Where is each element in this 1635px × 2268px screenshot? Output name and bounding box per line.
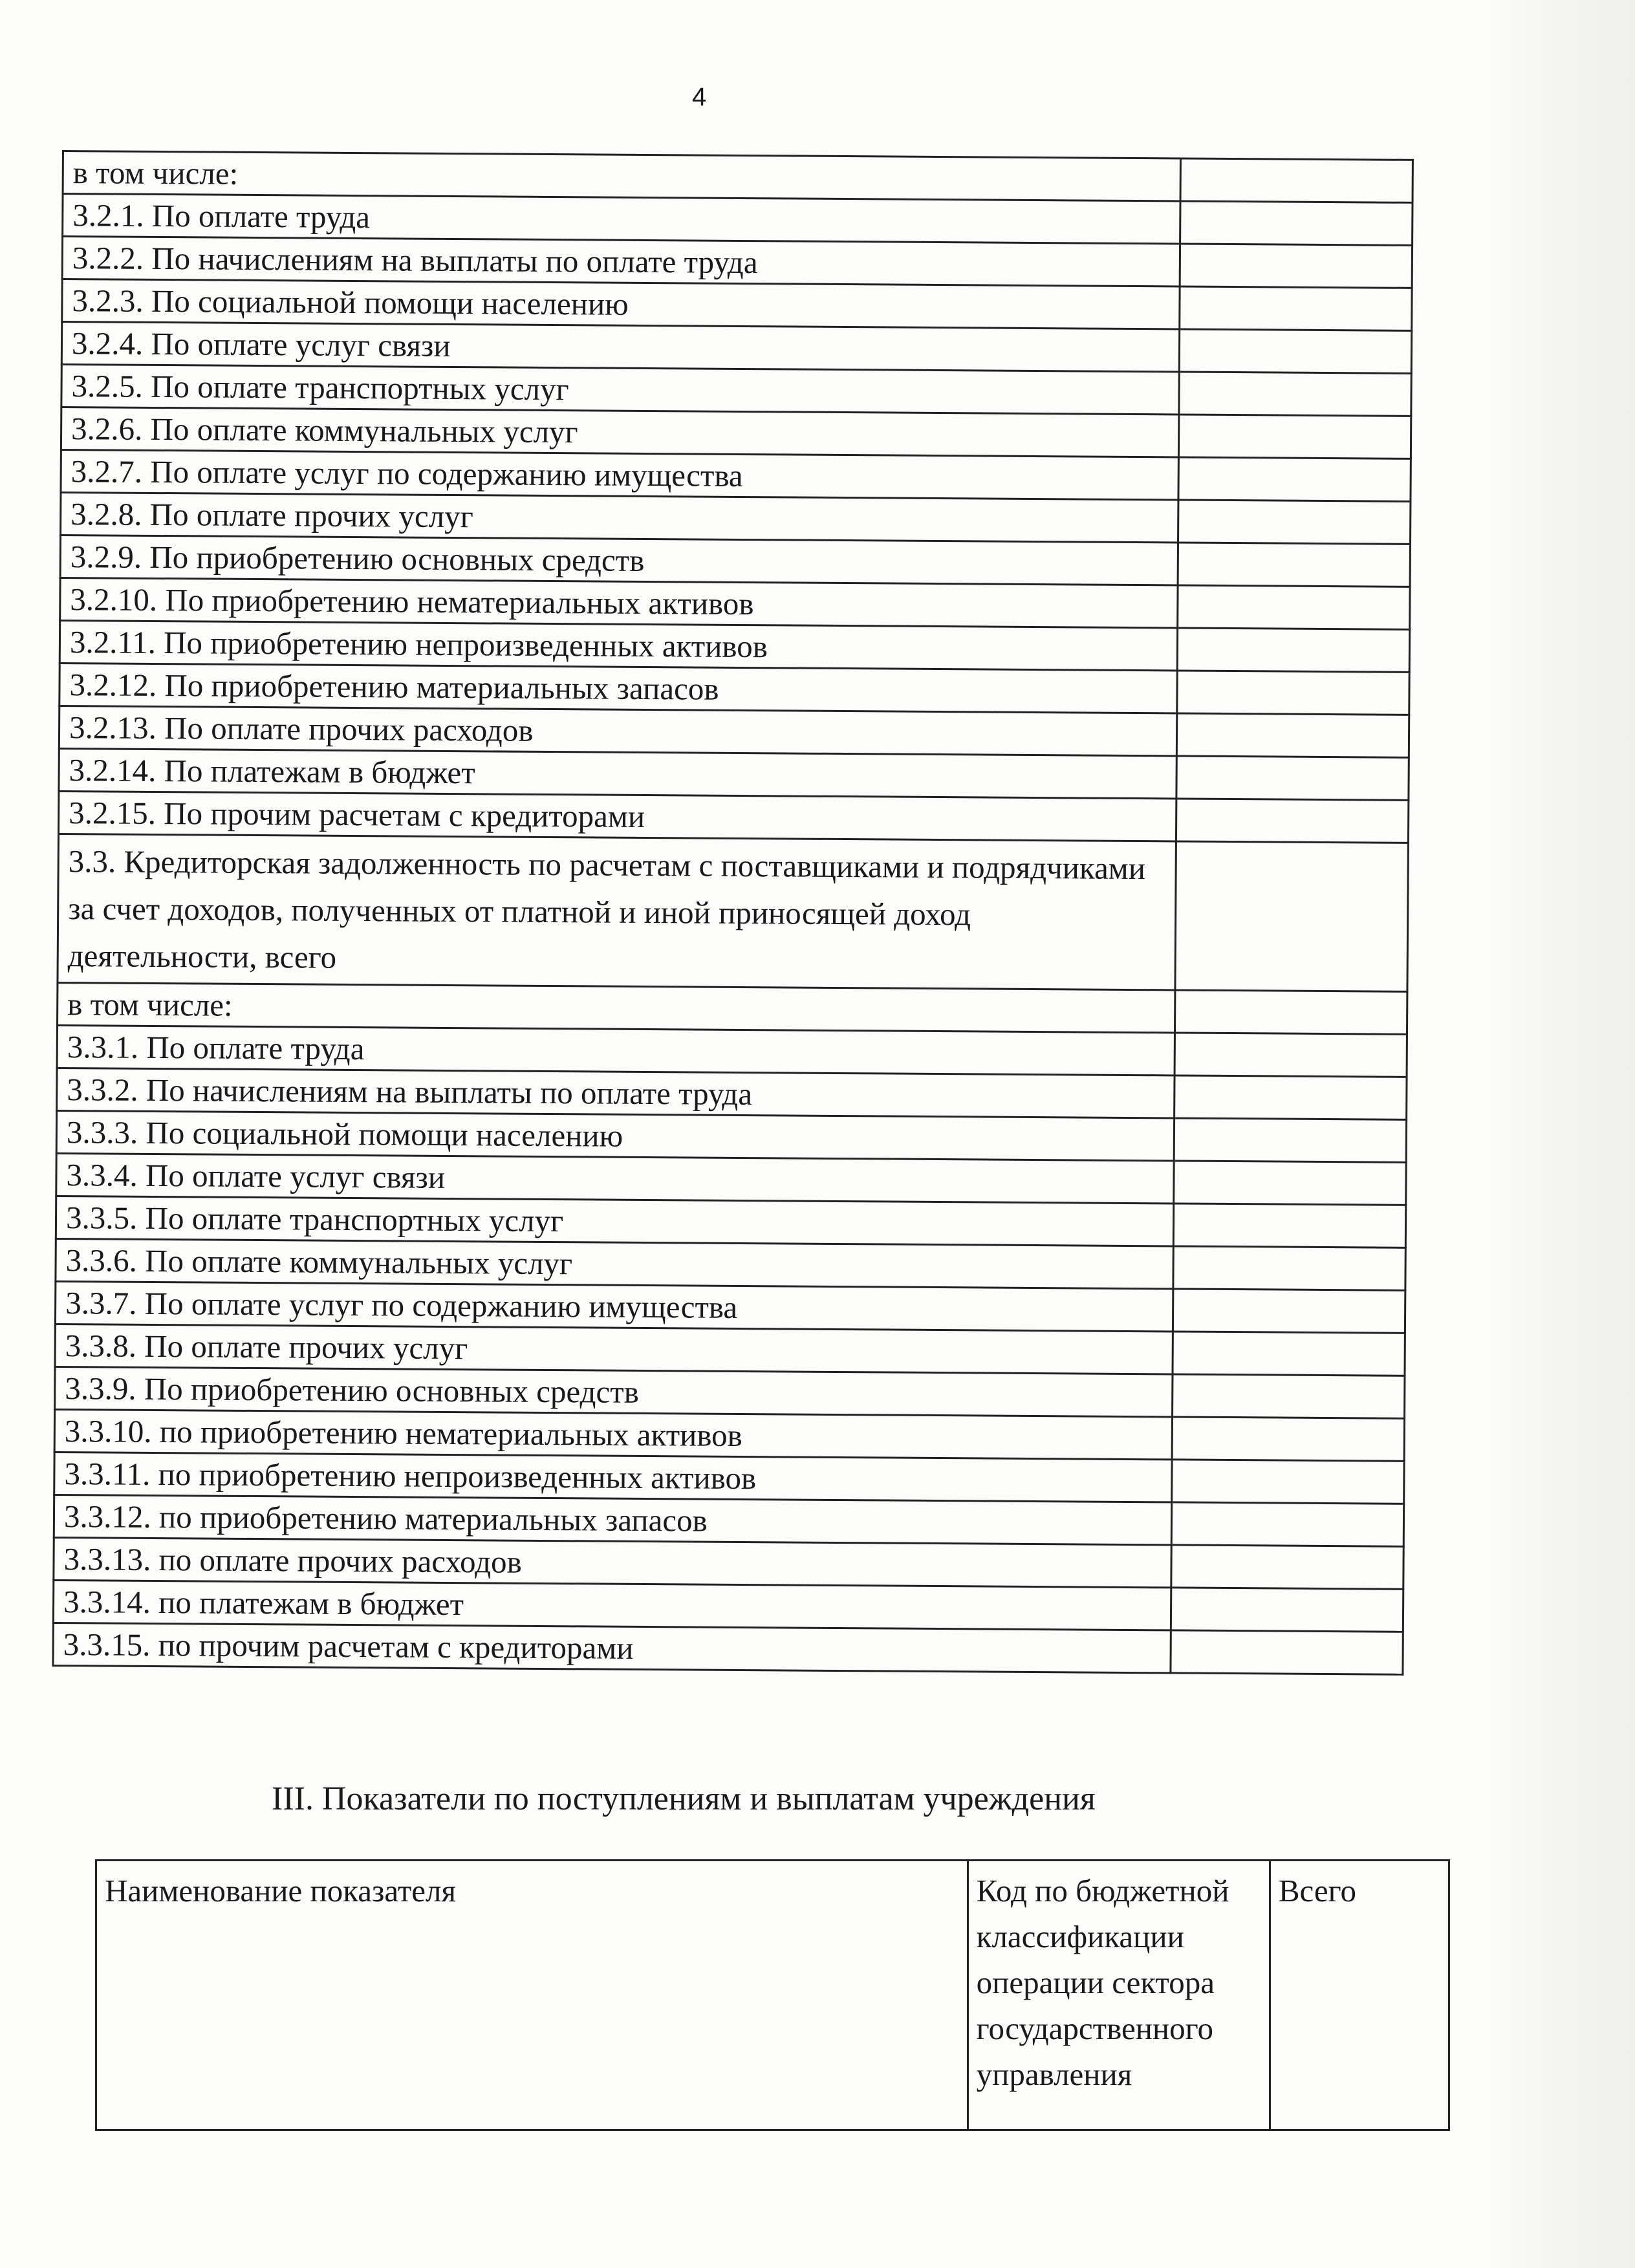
row-value bbox=[1172, 1417, 1404, 1461]
row-label: в том числе: bbox=[58, 982, 1176, 1032]
row-value bbox=[1173, 1374, 1405, 1418]
row-label: 3.3.4. По оплате услуг связи bbox=[56, 1153, 1175, 1203]
row-label: 3.2.11. По приобретению непроизведенных активов bbox=[60, 620, 1178, 670]
row-label: 3.3.14. по платежам в бюджет bbox=[53, 1580, 1171, 1630]
page-number: 4 bbox=[692, 83, 707, 111]
row-label: 3.3.3. По социальной помощи населению bbox=[56, 1110, 1175, 1160]
row-value bbox=[1175, 1033, 1407, 1077]
row-label: 3.3.12. по приобретению материальных запасов bbox=[54, 1495, 1172, 1544]
row-label: 3.3.5. По оплате транспортных услуг bbox=[56, 1196, 1174, 1246]
row-label: 3.3.15. по прочим расчетам с кредиторами bbox=[53, 1623, 1171, 1672]
row-value bbox=[1180, 158, 1413, 202]
row-value bbox=[1175, 841, 1408, 991]
row-value bbox=[1180, 286, 1412, 330]
row-value bbox=[1179, 415, 1411, 459]
table-row bbox=[53, 1623, 1403, 1674]
row-label: 3.2.14. По платежам в бюджет bbox=[59, 748, 1177, 798]
row-value bbox=[1173, 1289, 1405, 1333]
row-label: в том числе: bbox=[63, 151, 1181, 201]
row-label: 3.2.2. По начислениям на выплаты по оплате труда bbox=[62, 237, 1180, 286]
row-label: 3.2.7. По оплате услуг по содержанию имущества bbox=[61, 449, 1179, 499]
row-label: 3.2.13. По оплате прочих расходов bbox=[59, 706, 1177, 755]
row-label: 3.3.1. По оплате труда bbox=[57, 1025, 1175, 1075]
row-value bbox=[1171, 1545, 1403, 1589]
row-label: 3.2.12. По приобретению материальных запасов bbox=[60, 663, 1178, 713]
table-header-row bbox=[96, 1861, 1449, 2130]
row-value bbox=[1178, 543, 1410, 587]
row-value bbox=[1180, 201, 1413, 245]
liabilities-table bbox=[52, 150, 1414, 1676]
row-value bbox=[1176, 713, 1409, 757]
row-label: 3.2.6. По оплате коммунальных услуг bbox=[61, 407, 1179, 457]
row-label: 3.3.11. по приобретению непроизведенных активов bbox=[54, 1452, 1173, 1502]
row-label: 3.2.8. По оплате прочих услуг bbox=[61, 492, 1179, 542]
row-label: 3.3. Кредиторская задолженность по расчетам с поставщиками и подрядчиками за счет доходов, полученных от платной и иной приносящей доход деятельности, всего bbox=[58, 834, 1176, 989]
row-label: 3.2.4. По оплате услуг связи bbox=[61, 322, 1180, 372]
row-label: 3.2.15. По прочим расчетам с кредиторами bbox=[58, 791, 1176, 841]
row-value bbox=[1178, 457, 1411, 501]
row-label: 3.2.3. По социальной помощи населению bbox=[62, 279, 1180, 329]
row-value bbox=[1180, 244, 1412, 288]
row-value bbox=[1179, 329, 1411, 373]
section-heading: III. Показатели по поступлениям и выплатам учреждения bbox=[272, 1780, 1096, 1817]
row-label: 3.3.13. по оплате прочих расходов bbox=[54, 1537, 1172, 1587]
row-value bbox=[1173, 1246, 1405, 1290]
row-label: 3.3.10. по приобретению нематериальных активов bbox=[54, 1409, 1173, 1459]
row-value bbox=[1177, 671, 1409, 715]
row-value bbox=[1175, 1075, 1407, 1119]
row-value bbox=[1171, 1588, 1403, 1632]
header-indicator-name: Наименование показателя bbox=[96, 1861, 968, 2130]
row-value bbox=[1173, 1332, 1405, 1376]
row-value bbox=[1177, 628, 1409, 672]
row-value bbox=[1175, 990, 1407, 1034]
row-label: 3.3.8. По оплате прочих услуг bbox=[55, 1324, 1173, 1374]
row-label: 3.2.1. По оплате труда bbox=[63, 194, 1181, 244]
row-value bbox=[1171, 1630, 1403, 1674]
row-value bbox=[1174, 1161, 1406, 1205]
header-total: Всего bbox=[1270, 1861, 1449, 2130]
row-label: 3.3.2. По начислениям на выплаты по оплате труда bbox=[57, 1068, 1175, 1118]
row-value bbox=[1172, 1460, 1404, 1504]
row-value bbox=[1178, 585, 1410, 629]
row-label: 3.3.7. По оплате услуг по содержанию имущества bbox=[55, 1281, 1173, 1331]
receipts-payments-table bbox=[95, 1859, 1450, 2131]
row-value bbox=[1173, 1204, 1405, 1247]
row-value bbox=[1179, 372, 1411, 416]
table-row bbox=[58, 834, 1408, 991]
page-edge-shadow bbox=[1486, 0, 1635, 2268]
row-label: 3.2.9. По приобретению основных средств bbox=[60, 535, 1178, 585]
row-value bbox=[1171, 1502, 1403, 1546]
row-value bbox=[1178, 500, 1411, 544]
header-budget-code: Код по бюджетной классификации операции сектора государственного управления bbox=[968, 1861, 1270, 2130]
row-label: 3.3.9. По приобретению основных средств bbox=[55, 1366, 1173, 1416]
row-value bbox=[1176, 799, 1409, 843]
row-label: 3.2.5. По оплате транспортных услуг bbox=[61, 365, 1180, 415]
row-label: 3.2.10. По приобретению нематериальных активов bbox=[60, 578, 1178, 627]
row-value bbox=[1176, 756, 1409, 800]
row-label: 3.3.6. По оплате коммунальных услуг bbox=[56, 1238, 1174, 1288]
row-value bbox=[1174, 1118, 1406, 1162]
